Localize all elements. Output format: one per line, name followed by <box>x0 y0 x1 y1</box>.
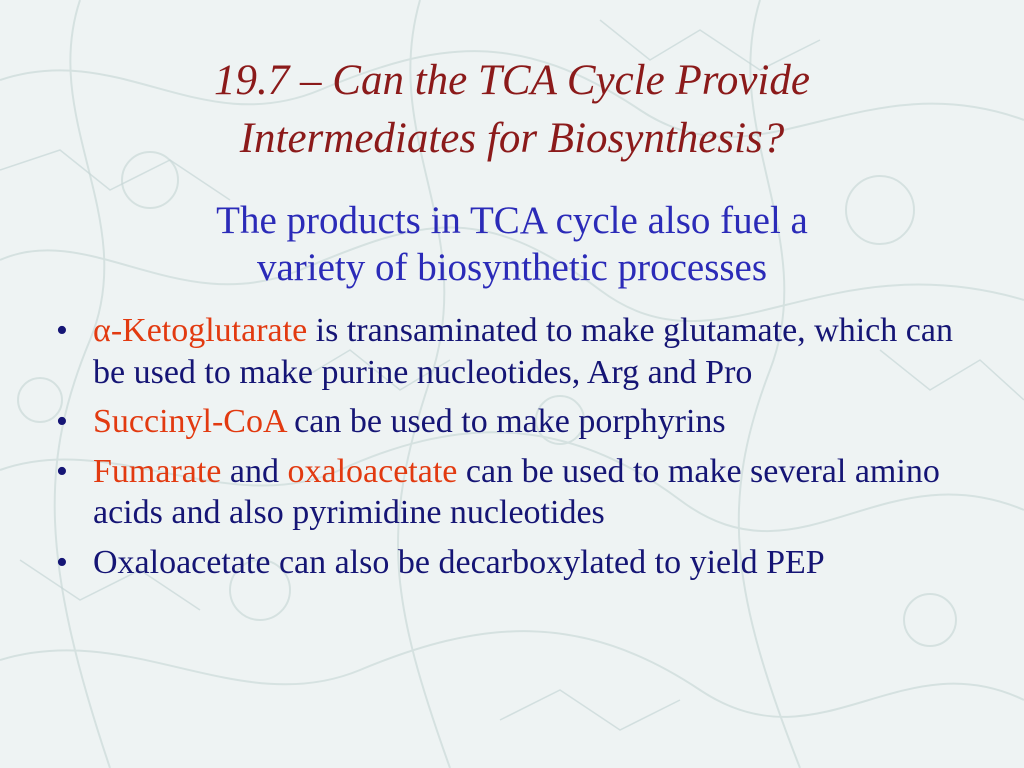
bullet-text: can be used to make several amino acids and also pyrimidine nucleotides <box>93 452 940 531</box>
bullet-icon: • <box>56 543 68 581</box>
bullet-text: can be used to make porphyrins <box>285 403 726 440</box>
bullet-connector: and <box>221 452 288 490</box>
subtitle-line-2: variety of biosynthetic processes <box>256 246 768 289</box>
slide-subtitle <box>80 197 944 291</box>
bullet-item-fumarate-oxaloacetate <box>56 451 986 534</box>
title-line-2: Intermediates for Biosynthesis? <box>239 115 785 162</box>
term-fumarate: Fumarate <box>93 452 222 490</box>
bullet-item-pep <box>56 542 986 584</box>
bullet-item-succinyl-coa <box>56 401 986 443</box>
bullet-icon: • <box>56 403 68 440</box>
term-oxaloacetate: oxaloacetate <box>287 452 458 490</box>
slide-title <box>60 52 964 168</box>
bullet-item-alpha-ketoglutarate <box>56 310 986 393</box>
bullet-text: is transaminated to make glutamate, which can be used to make purine nucleotides, Arg and Pro <box>93 312 953 391</box>
term-alpha-ketoglutarate: α-Ketoglutarate <box>93 312 308 349</box>
bullet-list <box>56 310 986 591</box>
title-line-1: 19.7 – Can the TCA Cycle Provide <box>214 57 810 104</box>
term-succinyl-coa: Succinyl-CoA <box>93 403 286 440</box>
bullet-text: Oxaloacetate can also be decarboxylated to yield PEP <box>93 543 825 581</box>
bullet-icon: • <box>56 452 68 490</box>
bullet-icon: • <box>56 312 68 349</box>
subtitle-line-1: The products in TCA cycle also fuel a <box>216 199 808 242</box>
